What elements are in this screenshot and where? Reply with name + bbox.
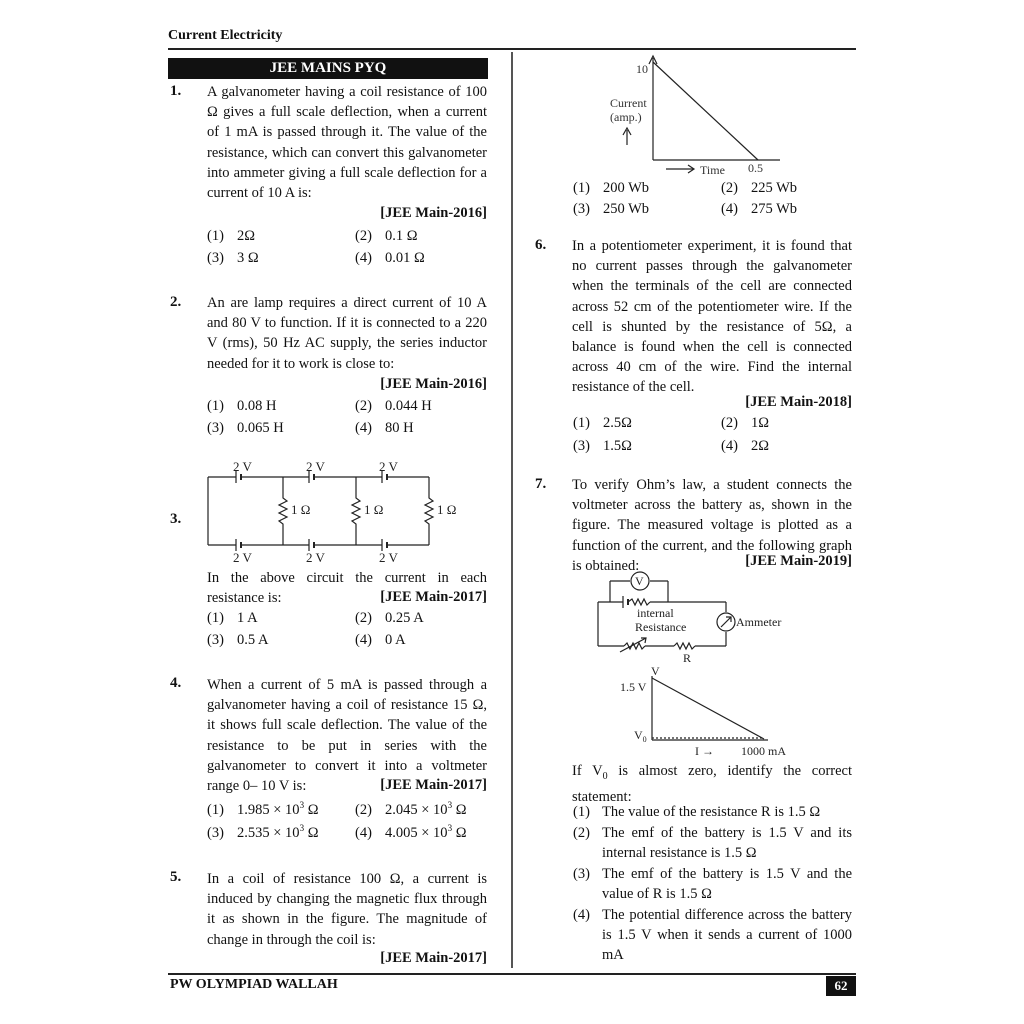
q3-circuit-diagram bbox=[200, 458, 470, 568]
column-divider bbox=[511, 52, 513, 968]
option: (4) 0 A bbox=[355, 632, 406, 648]
internal-resistance-label: Resistance bbox=[635, 620, 687, 634]
option: (1) The value of the resistance R is 1.5 Ω bbox=[573, 804, 821, 820]
resistor-label: 1 Ω bbox=[291, 502, 311, 517]
voltmeter-label: V bbox=[635, 574, 644, 588]
exam-tag: [JEE Main-2019] bbox=[745, 553, 852, 569]
option: (1) 0.08 H bbox=[207, 398, 277, 414]
internal-resistance-label: internal bbox=[637, 606, 674, 620]
question-text: When a current of 5 mA is passed through a galvanometer having a coil of resistance 15 Ω, it shows full scale deflection. The value of the resistance to be put in series with the galvanometer to convert it into a voltmeter range 0– 10 V is: bbox=[207, 677, 487, 795]
option: (3) 0.065 H bbox=[207, 420, 284, 436]
option: (4) 80 H bbox=[355, 420, 414, 436]
question-number: 7. bbox=[535, 476, 547, 492]
option: (4) $4.005 \times 10^3$ Ω bbox=[355, 823, 467, 841]
question-number: 4. bbox=[170, 675, 182, 691]
option: (3) 3 Ω bbox=[207, 250, 259, 266]
option: (2) 0.25 A bbox=[355, 610, 424, 626]
battery-label: 2 V bbox=[306, 550, 325, 565]
question-number: 6. bbox=[535, 237, 547, 253]
y-axis-label: V bbox=[651, 664, 660, 678]
v0-label: $V_0$ bbox=[634, 728, 647, 744]
option: (2) 1Ω bbox=[721, 415, 770, 431]
option: (1) 200 Wb bbox=[573, 180, 650, 196]
ammeter-label: Ammeter bbox=[736, 615, 782, 629]
question-text: A galvanometer having a coil resistance of 100 Ω gives a full scale deflection, when a current of 1 mA is passed through it. The value of the resistance, which can convert this galvanometer into ammeter giving a full scale deflection for a current of 10 A is: bbox=[207, 84, 487, 202]
option: (2) $2.045 \times 10^3$ Ω bbox=[355, 800, 467, 818]
battery-label: 2 V bbox=[233, 459, 252, 474]
option: (1) 2Ω bbox=[207, 228, 256, 244]
page-number: 62 bbox=[826, 976, 856, 996]
x-axis-label: Time bbox=[700, 163, 725, 177]
question-text: In a coil of resistance 100 Ω, a current is induced by changing the magnetic flux through it as shown in the figure. The magnitude of change in through the coil is: bbox=[207, 871, 487, 948]
page-header-title: Current Electricity bbox=[168, 28, 283, 43]
footer-rule bbox=[168, 973, 856, 975]
option: (2) The emf of the battery is 1.5 V and its internal resistance is 1.5 Ω bbox=[573, 824, 852, 861]
y-tick-label: 1.5 V bbox=[620, 680, 647, 694]
option: (1) 1 A bbox=[207, 610, 258, 626]
option: (3) 250 Wb bbox=[573, 201, 650, 217]
battery-label: 2 V bbox=[379, 459, 398, 474]
y-tick-label: 10 bbox=[636, 62, 648, 76]
x-axis-label: I → bbox=[695, 744, 714, 758]
question-number: 3. bbox=[170, 511, 182, 527]
question-text: In the above circuit the current in each resistance is: bbox=[207, 570, 487, 607]
exam-tag: [JEE Main-2016] bbox=[380, 376, 487, 392]
exam-tag: [JEE Main-2017] bbox=[380, 950, 487, 966]
resistor-label: 1 Ω bbox=[364, 502, 384, 517]
question-number: 2. bbox=[170, 294, 182, 310]
question-lead-text: If $V_0$ is almost zero, identify the correct statement: bbox=[572, 763, 852, 806]
x-tick-label: 1000 mA bbox=[741, 744, 786, 758]
option: (2) 0.044 H bbox=[355, 398, 432, 414]
resistor-label: R bbox=[683, 651, 692, 665]
option: (2) 225 Wb bbox=[721, 180, 798, 196]
q7-circuit-diagram bbox=[590, 568, 800, 668]
option: (3) The emf of the battery is 1.5 V and the value of R is 1.5 Ω bbox=[573, 865, 852, 902]
option: (4) 275 Wb bbox=[721, 201, 798, 217]
question-number: 1. bbox=[170, 83, 182, 99]
exam-tag: [JEE Main-2016] bbox=[380, 205, 487, 221]
q5-flux-graph bbox=[600, 52, 800, 182]
y-axis-label: (amp.) bbox=[610, 110, 642, 124]
header-rule bbox=[168, 48, 856, 50]
question-text: To verify Ohm’s law, a student connects the voltmeter across the battery as, shown in the figure. The measured voltage is plotted as a function of the current, and the following graph is obtained: bbox=[572, 477, 852, 574]
q7-options bbox=[573, 802, 852, 966]
option: (1) $1.985 \times 10^3$ Ω bbox=[207, 800, 319, 818]
option: (3) $2.535 \times 10^3$ Ω bbox=[207, 823, 319, 841]
option: (4) 2Ω bbox=[721, 438, 770, 454]
question-text: In a potentiometer experiment, it is found that no current passes through the galvanometer when the terminals of the cell are connected across 52 cm of the potentiometer wire. If the cell is shunted by the resistance of 5Ω, a balance is found when the cell is connected across 40 cm of the wire. Find the internal resistance of the cell. bbox=[572, 238, 852, 396]
exam-tag: [JEE Main-2017] bbox=[380, 589, 487, 605]
option: (3) 1.5Ω bbox=[573, 438, 632, 454]
section-banner: JEE MAINS PYQ bbox=[168, 58, 488, 79]
question-text: An are lamp requires a direct current of 10 A and 80 V to function. If it is connected to a 220 V (rms), 50 Hz AC supply, the series inductor needed for it to work is close to: bbox=[207, 295, 487, 372]
battery-label: 2 V bbox=[379, 550, 398, 565]
exam-tag: [JEE Main-2017] bbox=[380, 777, 487, 793]
y-axis-label: Current bbox=[610, 96, 647, 110]
q7-vi-graph bbox=[610, 660, 810, 760]
battery-label: 2 V bbox=[233, 550, 252, 565]
resistor-label: 1 Ω bbox=[437, 502, 457, 517]
option: (2) 0.1 Ω bbox=[355, 228, 418, 244]
footer-brand: PW OLYMPIAD WALLAH bbox=[170, 977, 338, 992]
option: (4) The potential difference across the battery is 1.5 V when it sends a current of 1000 mA bbox=[573, 906, 852, 963]
option: (1) 2.5Ω bbox=[573, 415, 632, 431]
option: (4) 0.01 Ω bbox=[355, 250, 425, 266]
exam-tag: [JEE Main-2018] bbox=[745, 394, 852, 410]
question-number: 5. bbox=[170, 869, 182, 885]
battery-label: 2 V bbox=[306, 459, 325, 474]
x-tick-label: 0.5 bbox=[748, 161, 763, 175]
option: (3) 0.5 A bbox=[207, 632, 269, 648]
